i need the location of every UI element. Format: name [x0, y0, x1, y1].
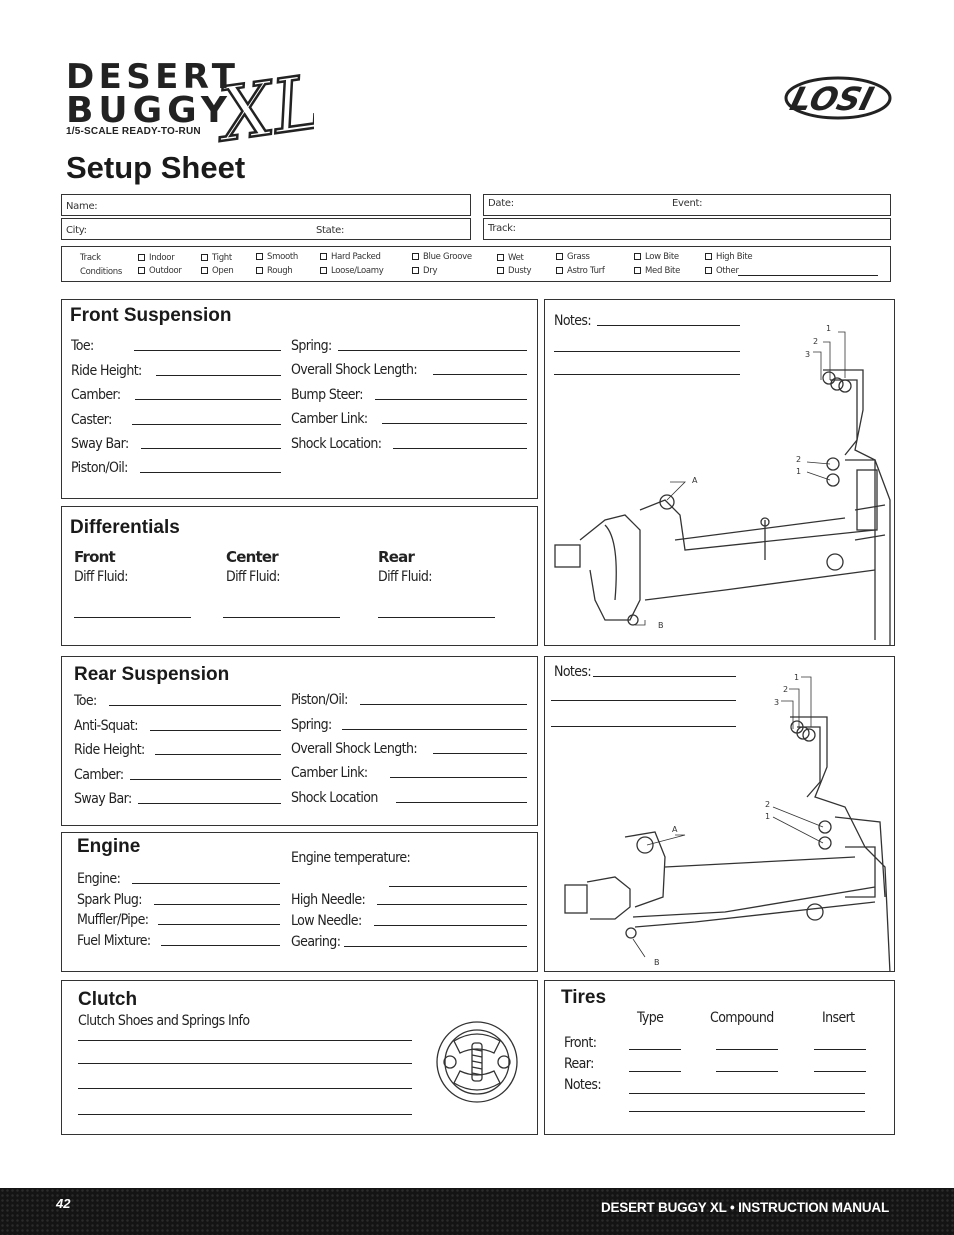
condition-other-line[interactable] [738, 275, 878, 276]
differentials-section [61, 506, 538, 646]
tires-col-type: Type [637, 1010, 664, 1026]
rear-sway-bar-field[interactable]: Sway Bar: [74, 791, 281, 807]
clutch-icon [434, 1019, 520, 1105]
date-event-field[interactable]: Date: Event: [483, 194, 891, 216]
svg-text:A: A [672, 825, 678, 834]
page-title: Setup Sheet [66, 150, 246, 185]
diff-center-fluid-label: Diff Fluid: [226, 569, 280, 585]
rear-suspension-section [61, 656, 538, 826]
diff-rear-fluid-label: Diff Fluid: [378, 569, 432, 585]
fuel-mixture-field[interactable]: Fuel Mixture: [77, 933, 280, 949]
diff-rear-fluid-line[interactable] [378, 617, 495, 618]
svg-text:BUGGY: BUGGY [66, 90, 226, 131]
front-piston-oil-field[interactable]: Piston/Oil: [71, 460, 281, 476]
engine-field[interactable]: Engine: [77, 871, 280, 887]
condition-low-bite[interactable]: Low Bite [634, 252, 679, 262]
rear-shock-location-field[interactable]: Shock Location [291, 790, 527, 806]
front-toe-field[interactable]: Toe: [71, 338, 281, 354]
svg-text:3: 3 [774, 698, 780, 707]
svg-text:1: 1 [794, 673, 800, 682]
condition-smooth[interactable]: Smooth [256, 252, 298, 262]
muffler-pipe-field[interactable]: Muffler/Pipe: [77, 912, 280, 928]
checkbox-icon [201, 254, 208, 261]
tires-notes-line-1[interactable] [629, 1093, 865, 1094]
engine-temperature-line[interactable] [389, 886, 527, 887]
checkbox-icon [634, 253, 641, 260]
clutch-line-2[interactable] [78, 1063, 412, 1064]
checkbox-icon [497, 267, 504, 274]
clutch-line-3[interactable] [78, 1088, 412, 1089]
rear-notes-section [544, 656, 895, 972]
condition-other[interactable]: Other [705, 266, 739, 276]
checkbox-icon [138, 267, 145, 274]
clutch-section [61, 980, 538, 1135]
front-suspension-title: Front Suspension [70, 305, 232, 326]
front-bump-steer-field[interactable]: Bump Steer: [291, 387, 527, 403]
condition-astro-turf[interactable]: Astro Turf [556, 266, 605, 276]
condition-dry[interactable]: Dry [412, 266, 437, 276]
checkbox-icon [705, 267, 712, 274]
condition-outdoor[interactable]: Outdoor [138, 266, 182, 276]
checkbox-icon [556, 267, 563, 274]
tires-rear-type-line[interactable] [629, 1071, 681, 1072]
svg-text:A: A [692, 476, 698, 485]
clutch-title: Clutch [78, 989, 138, 1010]
condition-grass[interactable]: Grass [556, 252, 590, 262]
losi-logo [784, 74, 894, 124]
tires-col-insert: Insert [822, 1010, 855, 1026]
checkbox-icon [705, 253, 712, 260]
checkbox-icon [412, 267, 419, 274]
condition-hard-packed[interactable]: Hard Packed [320, 252, 381, 262]
diff-center-header: Center [226, 548, 278, 566]
losi-logo-graphic [784, 74, 894, 124]
front-suspension-diagram [545, 300, 895, 646]
front-suspension-section [61, 299, 538, 499]
rear-ride-height-field[interactable]: Ride Height: [74, 742, 281, 758]
logo-tagline: 1/5-SCALE READY-TO-RUN [66, 126, 201, 137]
front-camber-field[interactable]: Camber: [71, 387, 281, 403]
svg-text:1: 1 [826, 324, 832, 333]
page-number: 42 [56, 1196, 71, 1211]
svg-text:1: 1 [765, 812, 771, 821]
tires-row-rear: Rear: [564, 1056, 594, 1072]
checkbox-icon [201, 267, 208, 274]
clutch-line-1[interactable] [78, 1040, 412, 1041]
rear-anti-squat-field[interactable]: Anti-Squat: [74, 718, 281, 734]
checkbox-icon [138, 254, 145, 261]
front-sway-bar-field[interactable]: Sway Bar: [71, 436, 281, 452]
low-needle-field[interactable]: Low Needle: [291, 913, 527, 929]
tires-row-front: Front: [564, 1035, 597, 1051]
city-state-field[interactable]: City: State: [61, 218, 471, 240]
rear-toe-field[interactable]: Toe: [74, 693, 281, 709]
diff-front-header: Front [74, 548, 115, 566]
diff-front-fluid-label: Diff Fluid: [74, 569, 128, 585]
rear-suspension-title: Rear Suspension [74, 664, 230, 685]
svg-text:2: 2 [796, 455, 802, 464]
differentials-title: Differentials [70, 517, 180, 538]
tires-title: Tires [561, 987, 607, 1008]
front-spring-field[interactable]: Spring: [291, 338, 527, 354]
condition-tight[interactable]: Tight [201, 253, 232, 263]
svg-text:XL: XL [214, 58, 314, 144]
condition-rough[interactable]: Rough [256, 266, 292, 276]
svg-text:1: 1 [796, 467, 802, 476]
svg-text:2: 2 [813, 337, 819, 346]
rear-overall-shock-length-field[interactable]: Overall Shock Length: [291, 741, 527, 757]
svg-text:DESERT: DESERT [66, 58, 234, 97]
rear-spring-field[interactable]: Spring: [291, 717, 527, 733]
high-needle-field[interactable]: High Needle: [291, 892, 527, 908]
checkbox-icon [634, 267, 641, 274]
diff-front-fluid-line[interactable] [74, 617, 191, 618]
rear-camber-link-field[interactable]: Camber Link: [291, 765, 527, 781]
condition-loose-loamy[interactable]: Loose/Loamy [320, 266, 384, 276]
engine-title: Engine [77, 836, 141, 857]
tires-rear-compound-line[interactable] [716, 1071, 778, 1072]
svg-text:LOSI: LOSI [786, 80, 878, 118]
tires-front-insert-line[interactable] [814, 1049, 866, 1050]
condition-open[interactable]: Open [201, 266, 234, 276]
tires-front-type-line[interactable] [629, 1049, 681, 1050]
checkbox-icon [497, 254, 504, 261]
condition-wet[interactable]: Wet [497, 253, 524, 263]
engine-temperature-label: Engine temperature: [291, 850, 411, 866]
front-notes-section [544, 299, 895, 646]
checkbox-icon [256, 253, 263, 260]
name-field[interactable]: Name: [61, 194, 471, 216]
tires-row-notes: Notes: [564, 1077, 602, 1093]
tires-notes-line-2[interactable] [629, 1111, 865, 1112]
tires-rear-insert-line[interactable] [814, 1071, 866, 1072]
track-conditions: Track Conditions Indoor Outdoor Tight Open Smooth Rough Hard Packed Loose/Loamy Blue Groove Dry Wet Dusty Grass Astro Turf Low Bite Med Bite High Bite Other [61, 246, 891, 282]
rear-suspension-diagram [545, 657, 895, 972]
rear-piston-oil-field[interactable]: Piston/Oil: [291, 692, 527, 708]
clutch-subtitle: Clutch Shoes and Springs Info [78, 1013, 250, 1029]
checkbox-icon [556, 253, 563, 260]
condition-dusty[interactable]: Dusty [497, 266, 531, 276]
engine-section [61, 832, 538, 972]
svg-text:2: 2 [783, 685, 789, 694]
rear-notes-field[interactable]: Notes: [554, 664, 736, 680]
tires-section [544, 980, 895, 1135]
condition-indoor[interactable]: Indoor [138, 253, 174, 263]
diff-rear-header: Rear [378, 548, 415, 566]
svg-text:B: B [654, 958, 660, 967]
svg-text:2: 2 [765, 800, 771, 809]
svg-text:B: B [658, 621, 664, 630]
checkbox-icon [320, 253, 327, 260]
clutch-line-4[interactable] [78, 1114, 412, 1115]
front-caster-field[interactable]: Caster: [71, 412, 281, 428]
front-notes-field[interactable]: Notes: [554, 313, 740, 329]
svg-text:3: 3 [805, 350, 811, 359]
track-field[interactable]: Track: [483, 218, 891, 240]
front-shock-location-field[interactable]: Shock Location: [291, 436, 527, 452]
condition-high-bite[interactable]: High Bite [705, 252, 752, 262]
checkbox-icon [320, 267, 327, 274]
checkbox-icon [412, 253, 419, 260]
front-overall-shock-length-field[interactable]: Overall Shock Length: [291, 362, 527, 378]
condition-blue-groove[interactable]: Blue Groove [412, 252, 472, 262]
front-camber-link-field[interactable]: Camber Link: [291, 411, 527, 427]
condition-med-bite[interactable]: Med Bite [634, 266, 680, 276]
spark-plug-field[interactable]: Spark Plug: [77, 892, 280, 908]
checkbox-icon [256, 267, 263, 274]
rear-camber-field[interactable]: Camber: [74, 767, 281, 783]
gearing-field[interactable]: Gearing: [291, 934, 527, 950]
front-ride-height-field[interactable]: Ride Height: [71, 363, 281, 379]
footer-title: DESERT BUGGY XL • INSTRUCTION MANUAL [600, 1200, 889, 1215]
diff-center-fluid-line[interactable] [223, 617, 340, 618]
tires-col-compound: Compound [710, 1010, 774, 1026]
tires-front-compound-line[interactable] [716, 1049, 778, 1050]
desert-buggy-logo [64, 58, 314, 144]
